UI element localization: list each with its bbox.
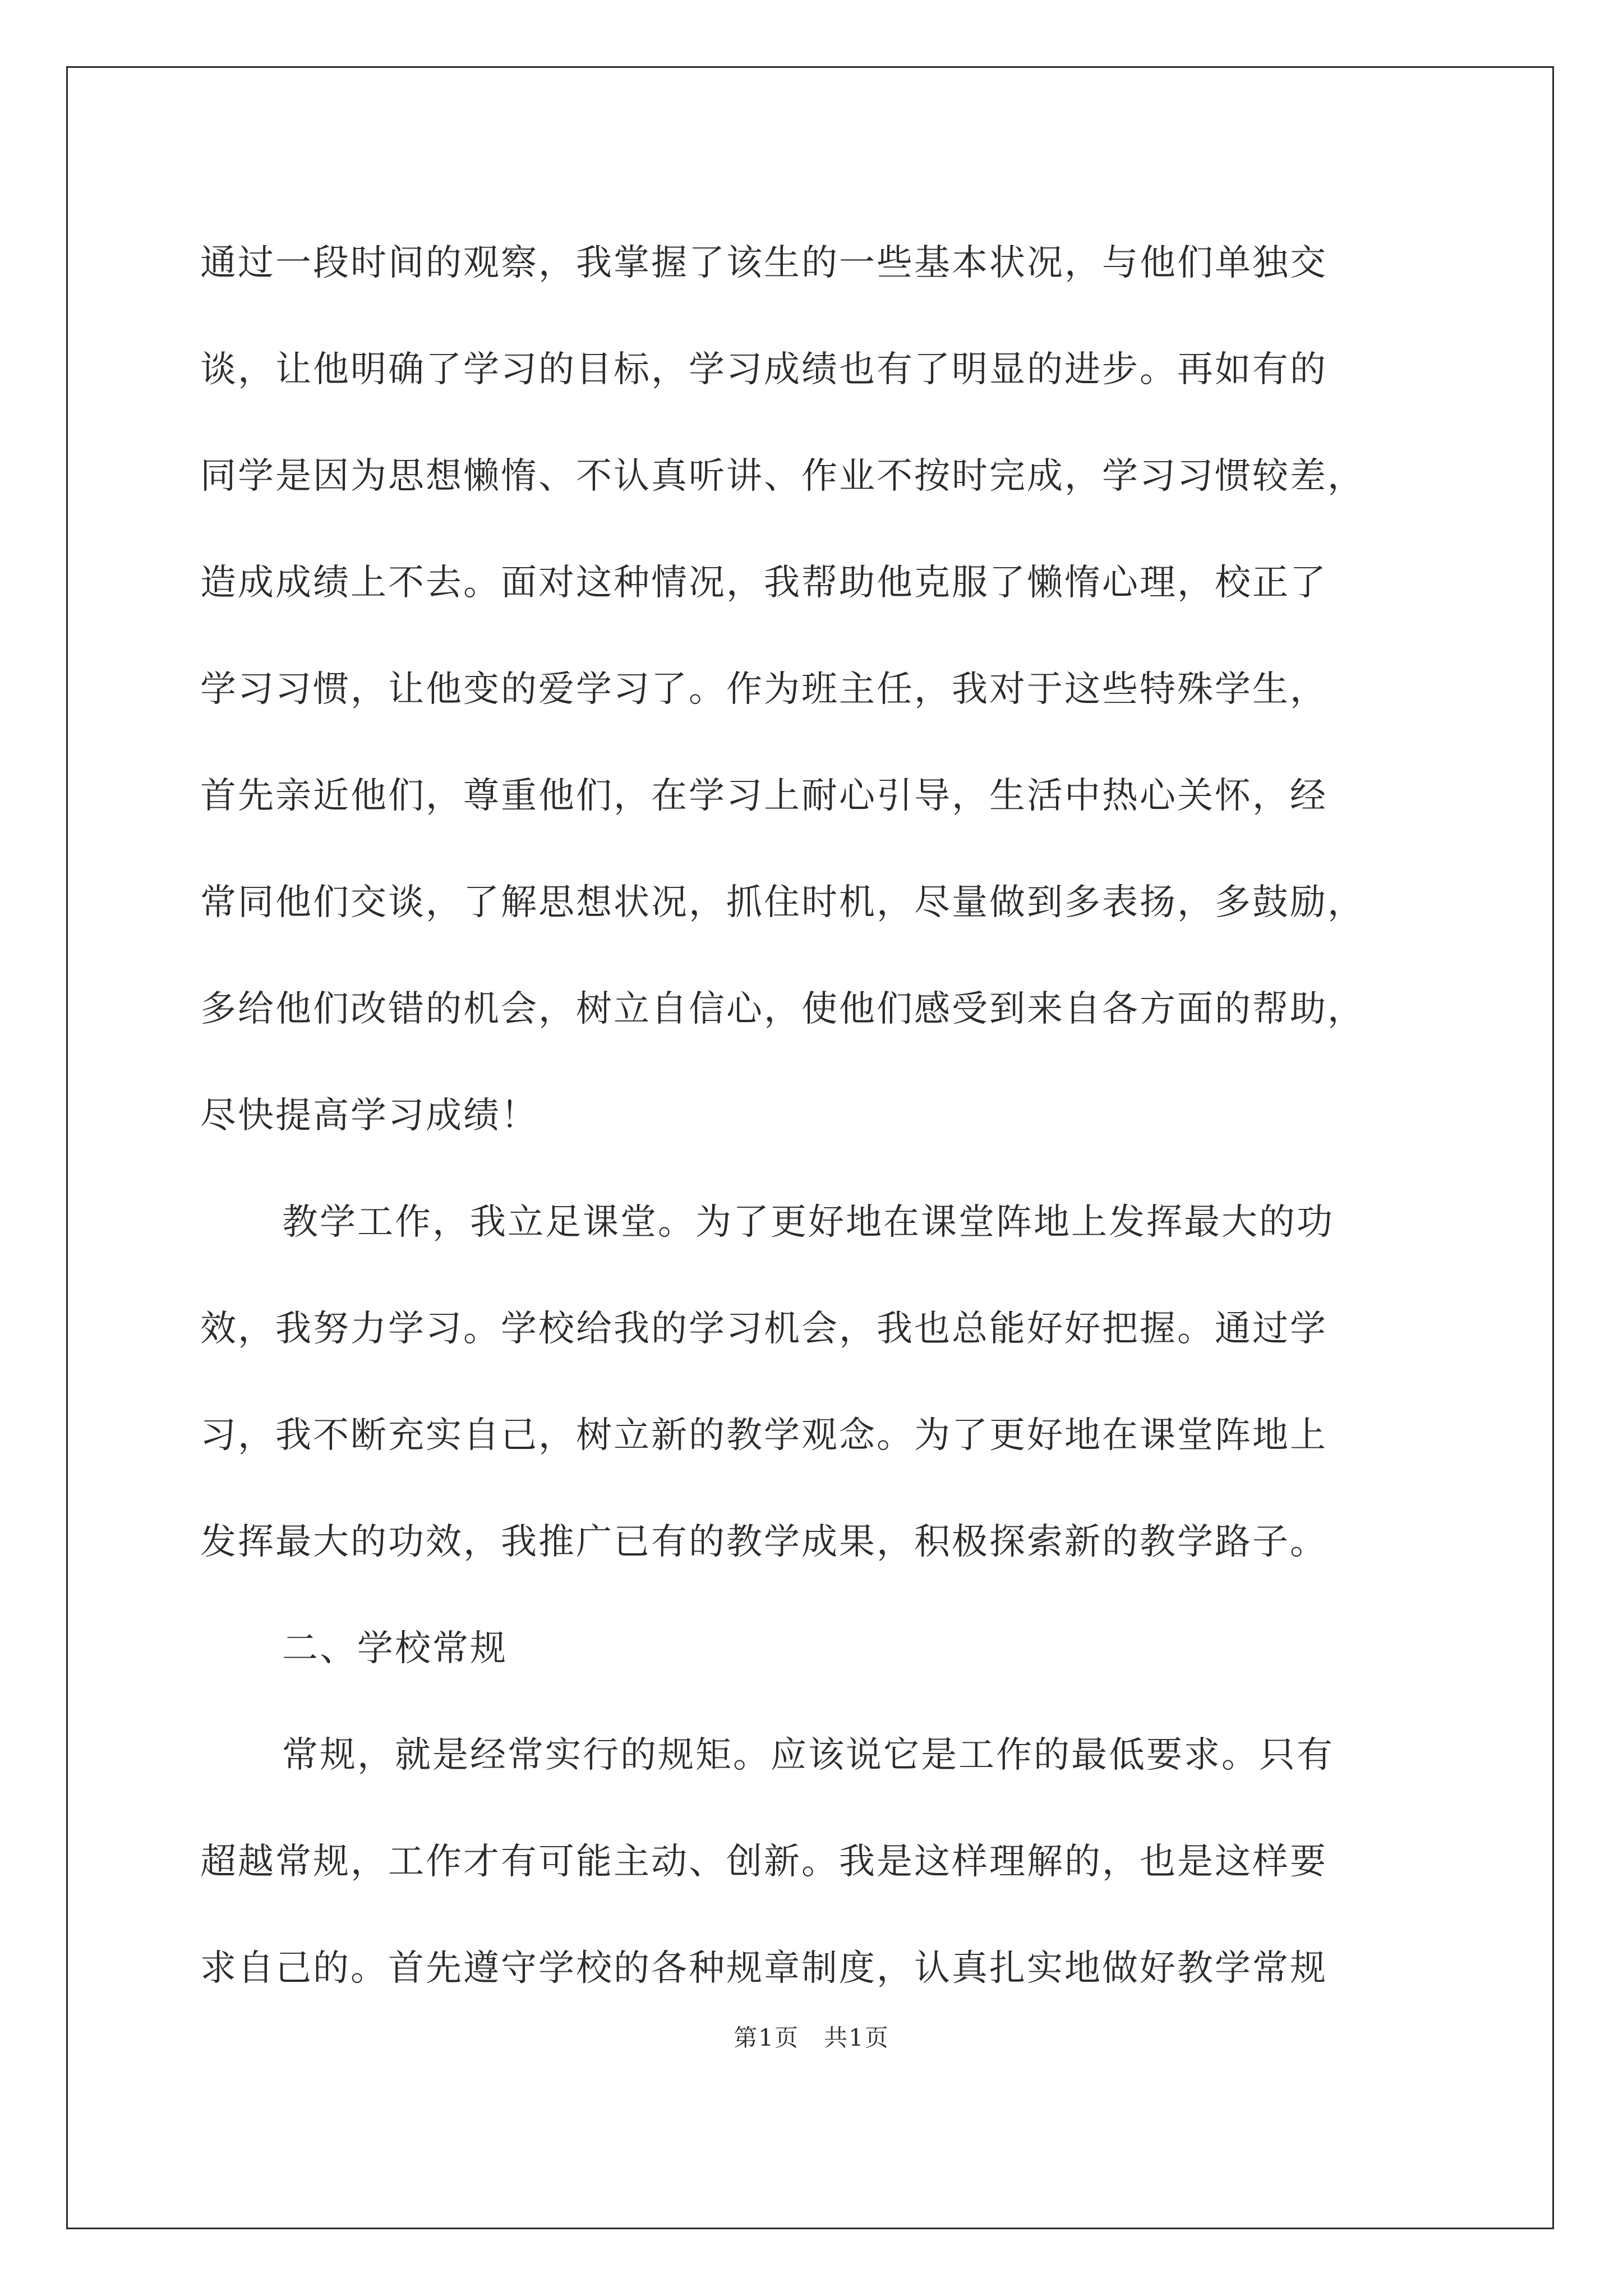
- text-line: 通过一段时间的观察，我掌握了该生的一些基本状况，与他们单独交: [200, 242, 1327, 284]
- text-line: 求自己的。首先遵守学校的各种规章制度，认真扎实地做好教学常规: [200, 1948, 1327, 1989]
- text-line: 同学是因为思想懒惰、不认真听讲、作业不按时完成，学习习惯较差，: [200, 455, 1365, 497]
- text-line: 首先亲近他们，尊重他们，在学习上耐心引导，生活中热心关怀，经: [200, 775, 1327, 817]
- text-line: 学习习惯，让他变的爱学习了。作为班主任，我对于这些特殊学生，: [200, 669, 1327, 710]
- text-line: 常同他们交谈，了解思想状况，抓住时机，尽量做到多表扬，多鼓励，: [200, 882, 1365, 923]
- text-line: 超越常规，工作才有可能主动、创新。我是这样理解的，也是这样要: [200, 1841, 1327, 1883]
- text-line: 造成成绩上不去。面对这种情况，我帮助他克服了懒惰心理，校正了: [200, 562, 1327, 604]
- text-line: 谈，让他明确了学习的目标，学习成绩也有了明显的进步。再如有的: [200, 349, 1327, 390]
- text-line: 效，我努力学习。学校给我的学习机会，我也总能好好把握。通过学: [200, 1308, 1327, 1350]
- text-line: 习，我不断充实自己，树立新的教学观念。为了更好地在课堂阵地上: [200, 1415, 1327, 1456]
- text-line: 发挥最大的功效，我推广已有的教学成果，积极探索新的教学路子。: [200, 1521, 1327, 1563]
- page-number: 第1页 共1页: [734, 2024, 889, 2051]
- text-line: 常规，就是经常实行的规矩。应该说它是工作的最低要求。只有: [282, 1734, 1334, 1776]
- text-line: 教学工作，我立足课堂。为了更好地在课堂阵地上发挥最大的功: [282, 1202, 1334, 1243]
- text-line: 多给他们改错的机会，树立自信心，使他们感受到来自各方面的帮助，: [200, 988, 1365, 1030]
- document-body: [200, 210, 1434, 2022]
- text-line: 尽快提高学习成绩！: [200, 1095, 538, 1137]
- section-heading: 二、学校常规: [282, 1628, 508, 1669]
